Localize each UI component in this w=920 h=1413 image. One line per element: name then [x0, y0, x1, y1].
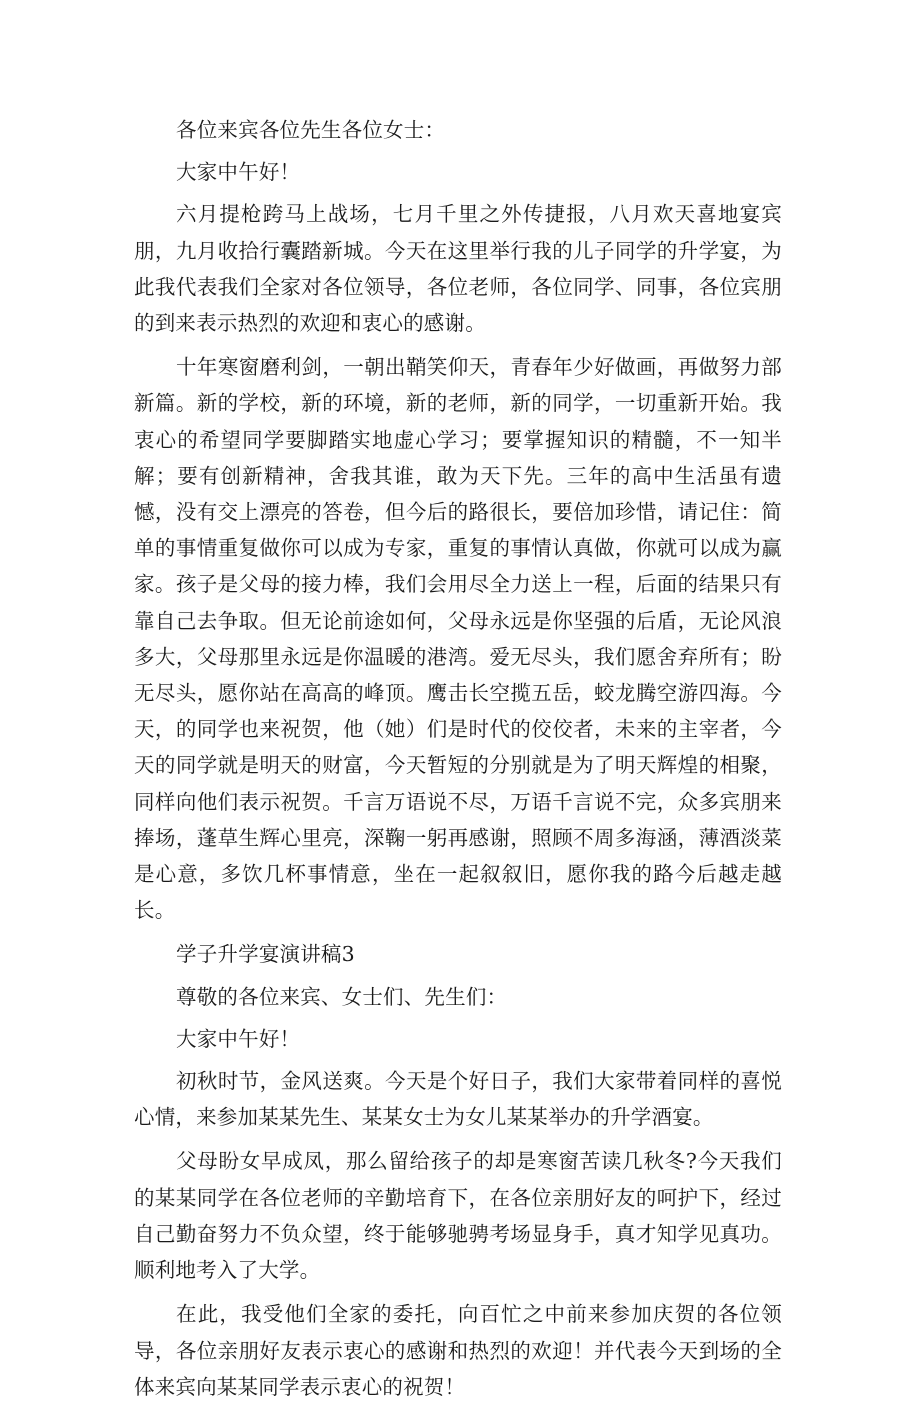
- salutation-line: 大家中午好！: [176, 1026, 301, 1051]
- body-paragraph: 父母盼女早成凤，那么留给孩子的却是寒窗苦读几秋冬?今天我们的某某同学在各位老师的辛勤培育下，在各位亲朋好友的呵护下，经过自己勤奋努力不负众望，终于能够驰骋考场显身手，真才知学见真功。顺利地考入了大学。: [134, 1149, 782, 1283]
- greeting-line: 尊敬的各位来宾、女士们、先生们：: [176, 984, 508, 1009]
- document-body: [134, 112, 782, 1413]
- greeting-line: 各位来宾各位先生各位女士：: [176, 118, 446, 142]
- body-paragraph: 初秋时节，金风送爽。今天是个好日子，我们大家带着同样的喜悦心情，来参加某某先生、某某女士为女儿某某举办的升学酒宴。: [134, 1069, 782, 1130]
- body-paragraph: 在此，我受他们全家的委托，向百忙之中前来参加庆贺的各位领导，各位亲朋好友表示衷心的感谢和热烈的欢迎！并代表今天到场的全体来宾向某某同学表示衷心的祝贺！: [134, 1302, 782, 1399]
- body-paragraph: 十年寒窗磨利剑，一朝出鞘笑仰天，青春年少好做画，再做努力部新篇。新的学校，新的环境，新的老师，新的同学，一切重新开始。我衷心的希望同学要脚踏实地虚心学习；要掌握知识的精髓，不一知半解；要有创新精神，舍我其谁，敢为天下先。三年的高中生活虽有遗憾，没有交上漂亮的答卷，但今后的路很长，要倍加珍惜，请记住：简单的事情重复做你可以成为专家，重复的事情认真做，你就可以成为赢家。孩子是父母的接力棒，我们会用尽全力送上一程，后面的结果只有靠自己去争取。但无论前途如何，父母永远是你坚强的后盾，无论风浪多大，父母那里永远是你温暖的港湾。爱无尽头，我们愿舍弃所有；盼无尽头，愿你站在高高的峰顶。鹰击长空揽五岳，蛟龙腾空游四海。今天，的同学也来祝贺，他（她）们是时代的佼佼者，未来的主宰者，今天的同学就是明天的财富，今天暂短的分别就是为了明天辉煌的相聚，同样向他们表示祝贺。千言万语说不尽，万语千言说不完，众多宾朋来捧场，蓬草生辉心里亮，深鞠一躬再感谢，照顾不周多海涵，薄酒淡菜是心意，多饮几杯事情意，坐在一起叙叙旧，愿你我的路今后越走越长。: [134, 355, 782, 923]
- salutation-line: 大家中午好！: [176, 160, 301, 185]
- body-paragraph: 六月提枪跨马上战场，七月千里之外传捷报，八月欢天喜地宴宾朋，九月收拾行囊踏新城。今天在这里举行我的儿子同学的升学宴，为此我代表我们全家对各位领导，各位老师，各位同学、同事，各位宾朋的到来表示热烈的欢迎和衷心的感谢。: [134, 202, 782, 336]
- section-title: 学子升学宴演讲稿3: [176, 942, 355, 967]
